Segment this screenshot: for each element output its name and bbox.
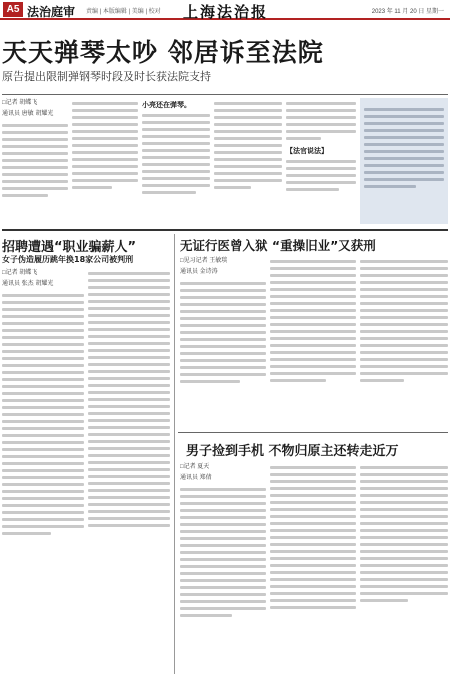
story3-column-1: [180, 256, 266, 430]
masthead: [0, 0, 450, 20]
story4-column-1: [180, 462, 266, 672]
story2-headline: 招聘遭遇“职业骗薪人”: [2, 240, 137, 255]
lead-sidebar-text: [364, 104, 444, 220]
lead-column-3-opening: 小亮还在弹琴。: [142, 101, 191, 109]
story3-column-2: [270, 256, 356, 430]
story4-column-2: [270, 462, 356, 672]
story4-byline: □记者 夏天 通讯员 郑倩: [180, 464, 212, 481]
editor-credits: 责编 | 本版编辑 | 美编 | 校对: [86, 9, 161, 15]
lead-column-2: [72, 98, 138, 224]
lead-column-1: [2, 98, 68, 224]
judge-commentary-tag: 【法官说法】: [286, 147, 328, 155]
story2-column-1: [2, 268, 84, 672]
page-number-badge: A5: [3, 2, 23, 17]
story3-bottom-rule: [178, 432, 448, 433]
story2-subhead: 女子伪造履历跳年换18家公司被判刑: [2, 255, 134, 264]
lead-column-3: [142, 98, 210, 224]
story-divider-vertical: [174, 234, 175, 674]
story2-column-2: [88, 268, 170, 672]
newspaper-title: 上海法治报: [183, 3, 269, 21]
section-name: 法治庭审: [27, 5, 76, 19]
lead-column-5: [286, 98, 356, 224]
lead-top-rule: [2, 94, 448, 95]
lead-column-4: [214, 98, 282, 224]
lead-headline: 天天弹琴太吵 邻居诉至法院: [2, 38, 324, 67]
story2-byline: □记者 胡蝶飞 通讯员 张杰 胡耀光: [2, 270, 54, 287]
lead-sidebar-box: [360, 98, 448, 224]
story3-byline: □见习记者 王敏琰 通讯员 金诗涛: [180, 258, 228, 275]
story4-headline: 男子捡到手机 不物归原主还转走近万: [186, 444, 399, 459]
story3-column-3: [360, 256, 448, 430]
issue-date: 2023 年 11 月 20 日 星期一: [371, 9, 444, 15]
lead-byline: □记者 胡蝶飞 通讯员 唐敏 胡耀光: [2, 100, 54, 117]
story3-headline: 无证行医曾入狱 “重操旧业”又获刑: [180, 238, 376, 253]
lead-subhead: 原告提出限制弹钢琴时段及时长获法院支持: [2, 70, 211, 83]
story4-column-3: [360, 462, 448, 672]
lead-bottom-rule: [2, 229, 448, 231]
